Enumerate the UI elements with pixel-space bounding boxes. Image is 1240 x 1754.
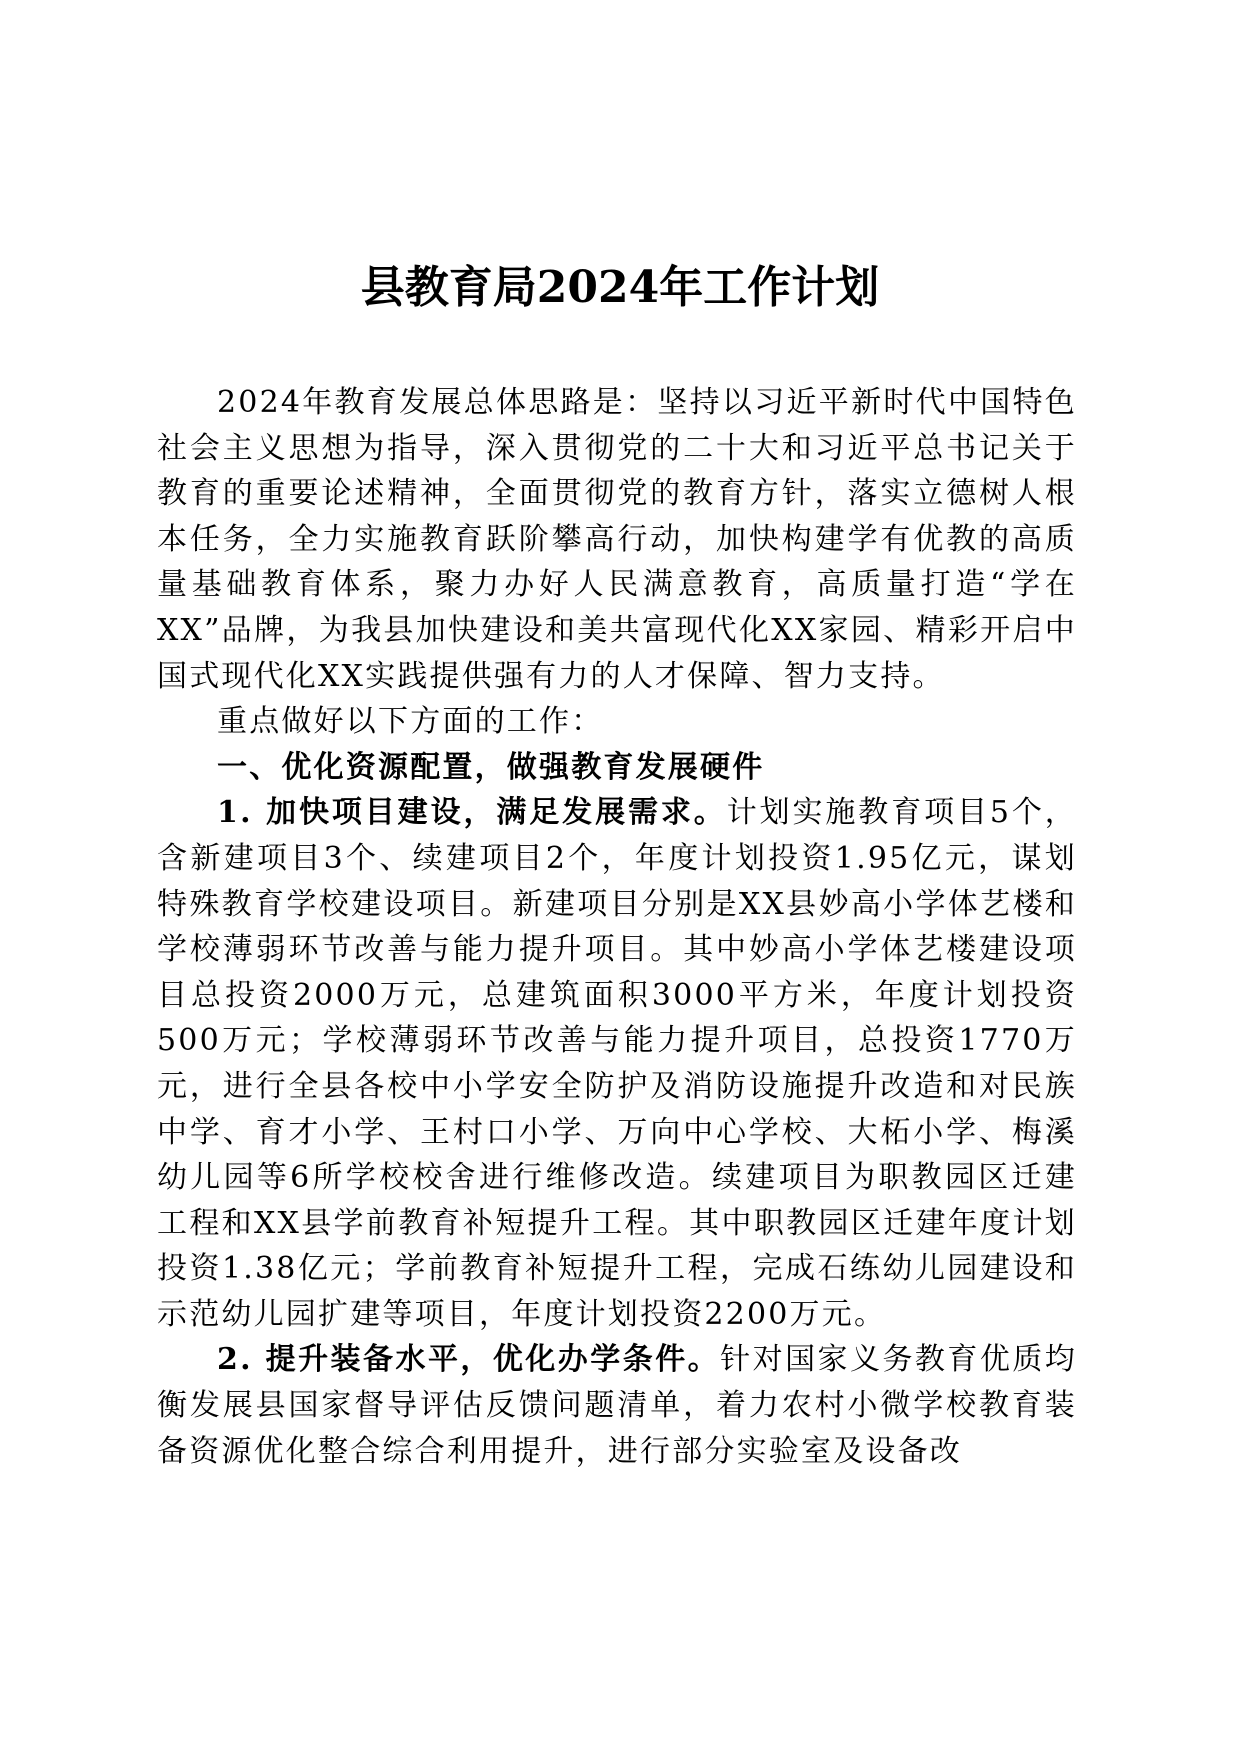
item-1-text: 计划实施教育项目5个，含新建项目3个、续建项目2个，年度计划投资1.95亿元，谋划特殊教育学校建设项目。新建项目分别是XX县妙高小学体艺楼和学校薄弱环节改善与能力提升项目。其中妙高小学体艺楼建设项目总投资2000万元，总建筑面积3000平方米，年度计划投资500万元；学校薄弱环节改善与能力提升项目，总投资1770万元，进行全县各校中小学安全防护及消防设施提升改造和对民族中学、育才小学、王村口小学、万向中心学校、大柘小学、梅溪幼儿园等6所学校校舍进行维修改造。续建项目为职教园区迁建工程和XX县学前教育补短提升工程。其中职教园区迁建年度计划投资1.38亿元；学前教育补短提升工程，完成石练幼儿园建设和示范幼儿园扩建等项目，年度计划投资2200万元。 bbox=[157, 795, 1077, 1332]
focus-line: 重点做好以下方面的工作： bbox=[217, 704, 604, 740]
item-2-lead: 2. 提升装备水平，优化办学条件。 bbox=[217, 1342, 721, 1378]
section-heading: 一、优化资源配置，做强教育发展硬件 bbox=[217, 749, 765, 785]
item-2-text: 针对国家义务教育优质均衡发展县国家督导评估反馈问题清单，着力农村小微学校教育装备资源优化整合综合利用提升，进行部分实验室及设备改 bbox=[157, 1342, 1077, 1469]
item-1-lead: 1. 加快项目建设，满足发展需求。 bbox=[217, 795, 727, 831]
item-2-paragraph bbox=[157, 1337, 1077, 1474]
intro-paragraph: 2024年教育发展总体思路是：坚持以习近平新时代中国特色社会主义思想为指导，深入贯彻党的二十大和习近平总书记关于教育的重要论述精神，全面贯彻党的教育方针，落实立德树人根本任务，全力实施教育跃阶攀高行动，加快构建学有优教的高质量基础教育体系，聚力办好人民满意教育，高质量打造“学在XX”品牌，为我县加快建设和美共富现代化XX家园、精彩开启中国式现代化XX实践提供强有力的人才保障、智力支持。 bbox=[157, 385, 1077, 694]
document-body bbox=[157, 380, 1077, 1474]
document-title: 县教育局2024年工作计划 bbox=[360, 262, 880, 313]
item-1-paragraph bbox=[157, 790, 1077, 1337]
